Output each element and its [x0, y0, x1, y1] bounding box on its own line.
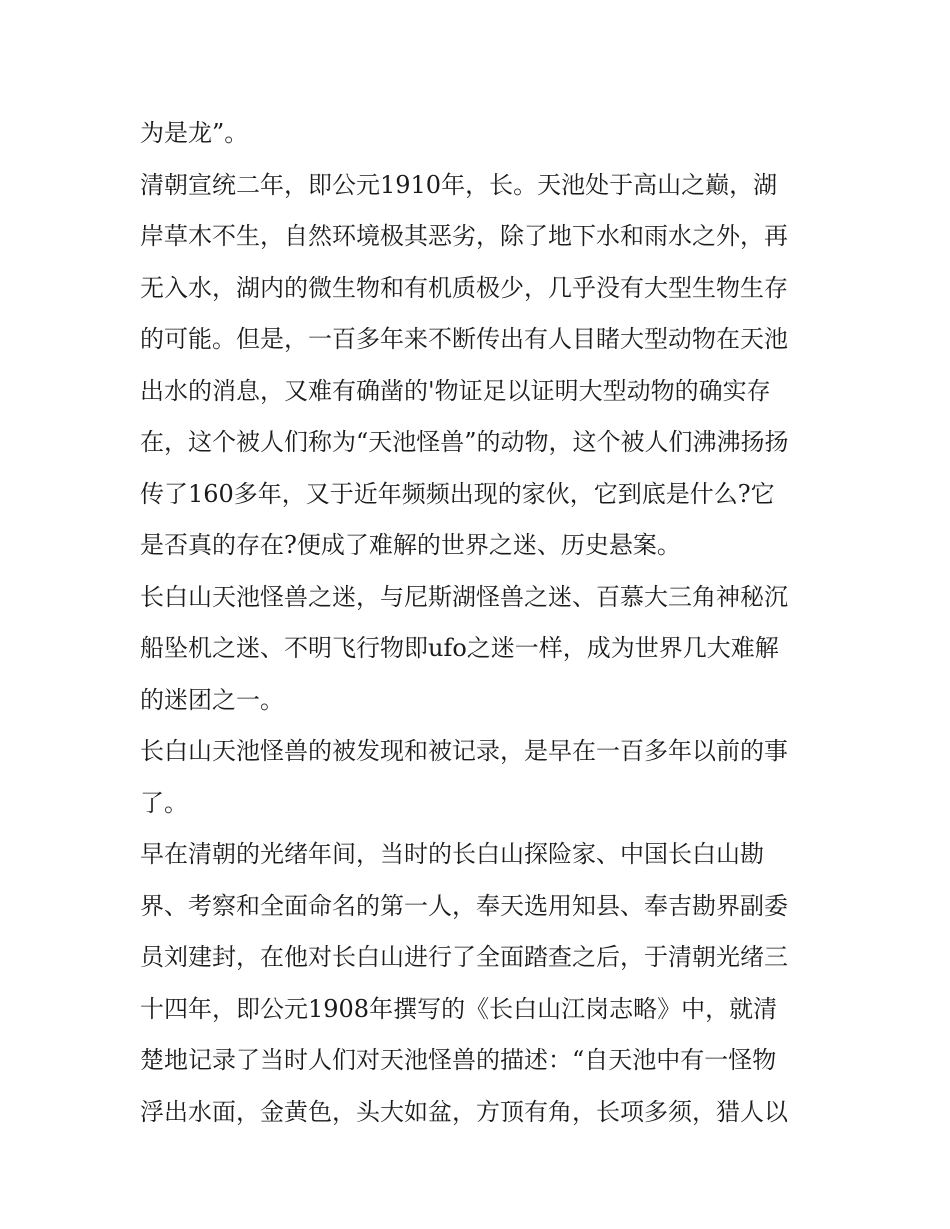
- text-line: 出水的消息，又难有确凿的'物证足以证明大型动物的确实存: [140, 376, 771, 405]
- text-line: 长白山天池怪兽之迷，与尼斯湖怪兽之迷、百慕大三角神秘沉: [140, 582, 788, 611]
- text-line: 十四年，即公元1908年撰写的《长白山江岗志略》中，就清: [140, 994, 778, 1023]
- text-line: 的可能。但是，一百多年来不断传出有人目睹大型动物在天池: [140, 325, 788, 353]
- text-line: 长白山天池怪兽的被发现和被记录，是早在一百多年以前的事: [140, 737, 788, 765]
- text-line: 早在清朝的光绪年间，当时的长白山探险家、中国长白山勘: [140, 840, 764, 868]
- text-line: 清朝宣统二年，即公元1910年，长。天池处于高山之巅，湖: [140, 170, 778, 199]
- text-line: 岸草木不生，自然环境极其恶劣，除了地下水和雨水之外，再: [140, 222, 788, 250]
- text-line: 在，这个被人们称为“天池怪兽”的动物，这个被人们沸沸扬扬: [140, 428, 789, 456]
- text-line: 无入水，湖内的微生物和有机质极少，几乎没有大型生物生存: [140, 273, 788, 302]
- text-line: 船坠机之迷、不明飞行物即ufo之迷一样，成为世界几大难解: [140, 634, 779, 662]
- text-line: 楚地记录了当时人们对天池怪兽的描述：“自天池中有一怪物: [140, 1046, 777, 1074]
- text-line: 的迷团之一。: [140, 685, 284, 714]
- text-line: 了。: [140, 788, 188, 817]
- document-body: [140, 108, 820, 1138]
- text-line: 传了160多年，又于近年频频出现的家伙，它到底是什么?它: [140, 479, 775, 508]
- text-line: 员刘建封，在他对长白山进行了全面踏查之后，于清朝光绪三: [140, 943, 788, 971]
- text-line: 界、考察和全面命名的第一人，奉天选用知县、奉吉勘界副委: [140, 891, 788, 920]
- text-line: 为是龙”。: [140, 119, 249, 147]
- text-line: 是否真的存在?便成了难解的世界之迷、历史悬案。: [140, 531, 681, 559]
- text-line: 浮出水面，金黄色，头大如盆，方顶有角，长项多须，猎人以: [140, 1097, 788, 1126]
